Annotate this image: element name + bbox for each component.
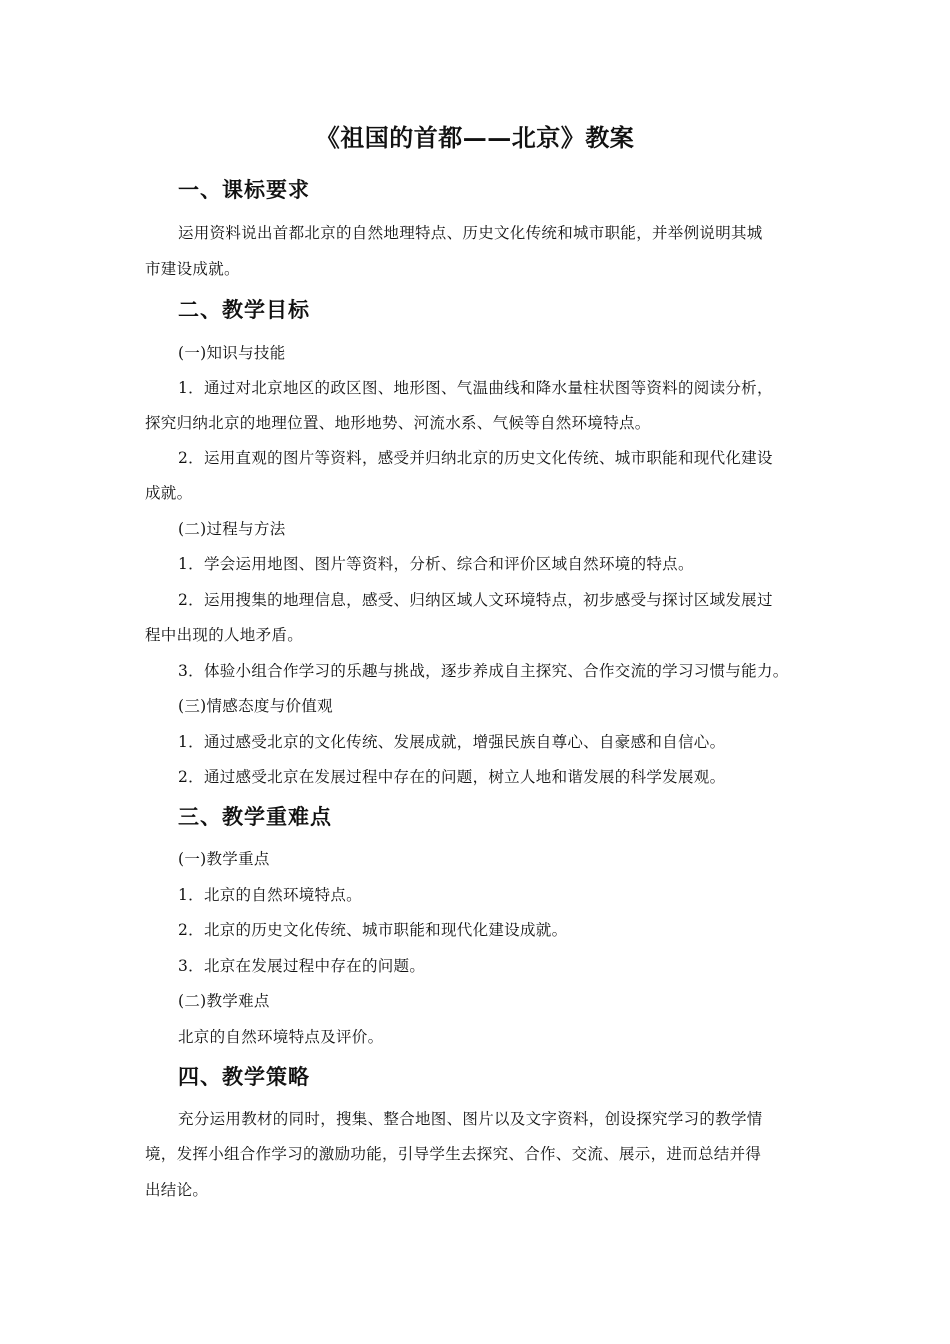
list-item-line: 探究归纳北京的地理位置、地形地势、河流水系、气候等自然环境特点。 [145,414,651,432]
list-item-line: 1．通过对北京地区的政区图、地形图、气温曲线和降水量柱状图等资料的阅读分析， [178,379,773,397]
paragraph-line: 市建设成就。 [145,260,240,278]
list-item-line: 成就。 [145,484,193,502]
subheading-difficulty: (二)教学难点 [178,992,270,1010]
section-heading-keypoints: 三、教学重难点 [178,804,332,829]
list-item-line: 1．北京的自然环境特点。 [178,886,362,904]
document-title: 《祖国的首都——北京》教案 [315,123,635,152]
paragraph-line: 出结论。 [145,1181,209,1199]
list-item-line: 2．运用直观的图片等资料，感受并归纳北京的历史文化传统、城市职能和现代化建设 [178,449,773,467]
list-item-line: 2．运用搜集的地理信息，感受、归纳区域人文环境特点，初步感受与探讨区域发展过 [178,591,773,609]
section-heading-objectives: 二、教学目标 [178,297,310,322]
subheading-knowledge: (一)知识与技能 [178,344,286,362]
list-item-line: 1．学会运用地图、图片等资料，分析、综合和评价区域自然环境的特点。 [178,555,694,573]
subheading-key: (一)教学重点 [178,850,270,868]
list-item-line: 3．北京在发展过程中存在的问题。 [178,957,426,975]
list-item-line: 程中出现的人地矛盾。 [145,626,304,644]
section-heading-curriculum: 一、课标要求 [178,177,310,202]
paragraph-line: 运用资料说出首都北京的自然地理特点、历史文化传统和城市职能，并举例说明其城 [178,224,763,242]
list-item-line: 2．通过感受北京在发展过程中存在的问题，树立人地和谐发展的科学发展观。 [178,768,726,786]
paragraph-line: 充分运用教材的同时，搜集、整合地图、图片以及文字资料，创设探究学习的教学情 [178,1110,763,1128]
paragraph-line: 境，发挥小组合作学习的激励功能，引导学生去探究、合作、交流、展示，进而总结并得 [145,1145,762,1163]
list-item-line: 2．北京的历史文化传统、城市职能和现代化建设成就。 [178,921,568,939]
paragraph-line: 北京的自然环境特点及评价。 [178,1028,384,1046]
subheading-values: (三)情感态度与价值观 [178,697,333,715]
section-heading-strategy: 四、教学策略 [178,1064,310,1089]
list-item-line: 1．通过感受北京的文化传统、发展成就，增强民族自尊心、自豪感和自信心。 [178,733,726,751]
list-item-line: 3．体验小组合作学习的乐趣与挑战，逐步养成自主探究、合作交流的学习习惯与能力。 [178,662,789,680]
subheading-process: (二)过程与方法 [178,520,286,538]
